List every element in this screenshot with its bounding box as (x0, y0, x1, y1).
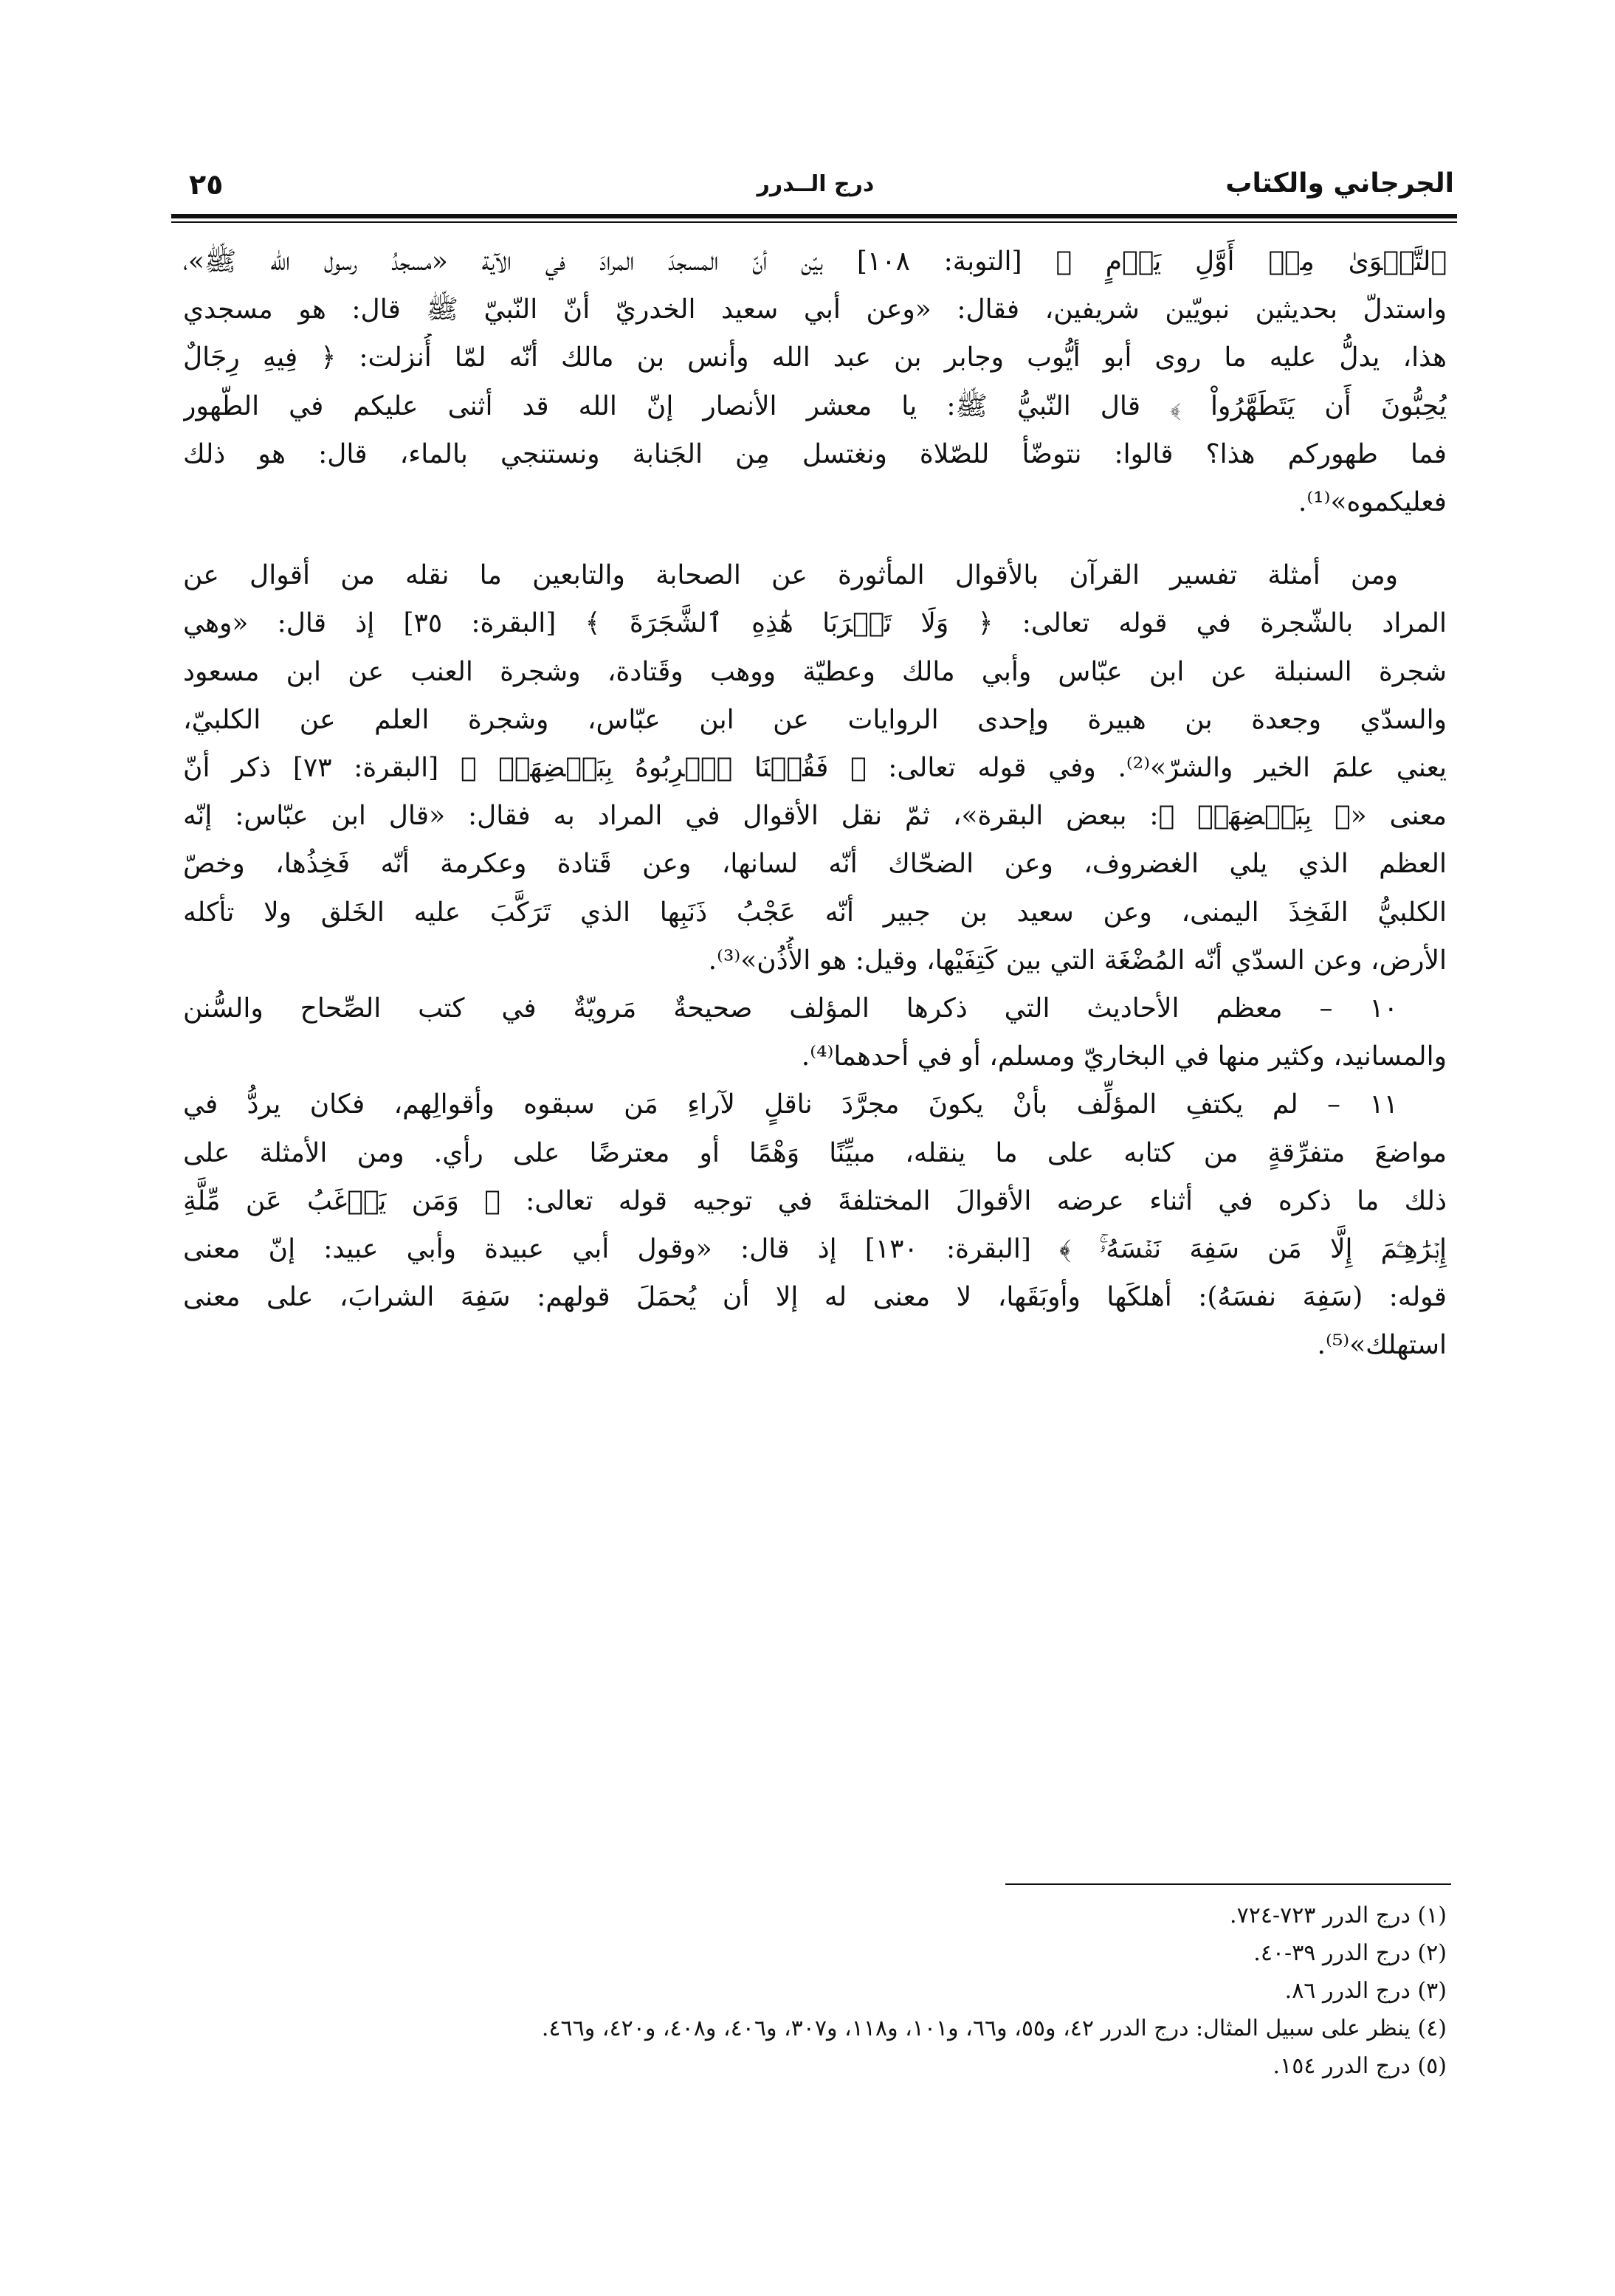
main-text (183, 238, 1447, 1370)
text-line: إِبۡرَٰهِـۧمَ إِلَّا مَن سَفِهَ نَفۡسَهُۥۚ ﴾ [البقرة: ١٣٠] إذ قال: «وقول أبي عبيدة وأبي عبيد: إنّ معنى (183, 1234, 1447, 1265)
footnote: (٥) درج الدرر ١٥٤. (1273, 2053, 1447, 2079)
header-rule (171, 214, 1457, 223)
text-line: هذا، يدلُّ عليه ما روى أبو أيُّوب وجابر بن عبد الله وأنس بن مالك أنّه لمّا أُنزلت: ﴿ فِيهِ رِجَالٌ (183, 342, 1447, 373)
chapter-title: الجرجاني والكتاب (1225, 168, 1454, 199)
text-line: معنى «﴿ بِبَعۡضِهَاۚ ﴾: ببعض البقرة»، ثمّ نقل الأقوال في المراد به فقال: «قال ابن عبّاس: إنّه (183, 801, 1447, 832)
paragraph (183, 238, 1447, 526)
footnote: (١) درج الدرر ٧٢٣-٧٢٤. (1230, 1903, 1447, 1928)
page-number: ٢٥ (189, 168, 224, 201)
footnotes (183, 1897, 1447, 2085)
footnote: (٤) ينظر على سبيل المثال: درج الدرر ٤٢، و٥٥، و٦٦، و١٠١، و١١٨، و٣٠٧، و٤٠٦، و٤٠٨، و٤٢٠، و٤٦٦. (541, 2016, 1447, 2041)
text-line: العظم الذي يلي الغضروف، وعن الضحّاك أنّه لسانها، وعن قَتادة وعكرمة أنّه فَخِذُها، وخصّ (183, 849, 1447, 880)
text-line: والسدّي وجعدة بن هبيرة وإحدى الروايات عن ابن عبّاس، وشجرة العلم عن الكلبيّ، (183, 704, 1447, 735)
running-header (177, 168, 1454, 216)
text-line: ذلك ما ذكره في أثناء عرضه الأقوالَ المختلفةَ في توجيه قوله تعالى: ﴿ وَمَن يَرۡغَبُ عَن مِّلَّةِ (183, 1185, 1447, 1216)
footnote: (٢) درج الدرر ٣٩-٤٠. (1253, 1940, 1447, 1966)
footnote: (٣) درج الدرر ٨٦. (1284, 1978, 1447, 2004)
text-line: استهلك»⁽⁵⁾. (1317, 1330, 1447, 1361)
text-line: الكلبيُّ الفَخِذَ اليمنى، وعن سعيد بن جبير أنّه عَجْبُ ذَنَبِها الذي تَرَكَّبَ عليه الخَلق ولا تأكله (183, 897, 1447, 928)
numbered-point (183, 985, 1447, 1080)
text-line: والمسانيد، وكثير منها في البخاريّ ومسلم، أو في أحدهما⁽⁴⁾. (801, 1041, 1447, 1072)
paragraph (183, 551, 1447, 985)
text-line: فعليكموه»⁽¹⁾. (1298, 487, 1447, 518)
text-line: قوله: (سَفِهَ نفسَهُ): أهلكَها وأوبَقَها، لا معنى له إلا أن يُحمَلَ قولهم: سَفِهَ الشرابَ، على معنى (183, 1282, 1447, 1313)
footnote-rule (1005, 1883, 1451, 1885)
text-line: ١١ – لم يكتفِ المؤلِّف بأنْ يكونَ مجرَّدَ ناقلٍ لآراءِ مَن سبقوه وأقوالِهم، فكان يردُّ في (183, 1089, 1398, 1120)
text-line: الأرض، وعن السدّي أنّه المُضْغَة التي بين كَتِفَيْها، وقيل: هو الأُذُن»⁽³⁾. (708, 945, 1447, 976)
text-line: شجرة السنبلة عن ابن عبّاس وأبي مالك وعطيّة ووهب وقَتادة، وشجرة العنب عن ابن مسعود (183, 656, 1447, 687)
text-line: يُحِبُّونَ أَن يَتَطَهَّرُواْ ﴾ قال النّبيُّ ﷺ: يا معشر الأنصار إنّ الله قد أثنى عليكم في الطّهور (183, 390, 1447, 421)
text-line: ﭐلتَّقۡوَىٰ مِنۡ أَوَّلِ يَوۡمٍ ﴾ [التوبة: ١٠٨] بيّن أنّ المسجدَ المرادَ في الآية «مسجدُ رسول الله ﷺ»، (183, 247, 1447, 277)
text-line: ومن أمثلة تفسير القرآن بالأقوال المأثورة عن الصحابة والتابعين ما نقله من أقوال عن (183, 560, 1398, 591)
text-line: واستدلّ بحديثين نبويّين شريفين، فقال: «وعن أبي سعيد الخدريّ أنّ النّبيّ ﷺ قال: هو مسجدي (183, 294, 1447, 325)
text-line: فما طهوركم هذا؟ قالوا: نتوضّأ للصّلاة ونغتسل مِن الجَنابة ونستنجي بالماء، قال: هو ذلك (183, 438, 1447, 469)
text-line: مواضعَ متفرِّقةٍ من كتابه على ما ينقله، مبيِّنًا وَهْمًا أو معترضًا على رأي. ومن الأمثلة على (183, 1137, 1447, 1168)
text-line: المراد بالشّجرة في قوله تعالى: ﴿ وَلَا تَقۡرَبَا هَٰذِهِ ٱلشَّجَرَةَ ﴾ [البقرة: ٣٥] إذ قال: «وهي (183, 608, 1447, 639)
text-line: ١٠ – معظم الأحاديث التي ذكرها المؤلف صحيحةٌ مَرويّةٌ في كتب الصِّحاح والسُّنن (183, 993, 1398, 1024)
text-line: يعني علمَ الخير والشرّ»⁽²⁾. وفي قوله تعالى: ﴿ فَقُلۡنَا ٱضۡرِبُوهُ بِبَعۡضِهَاۚ ﴾ [البقرة: ٧٣] ذكر أنّ (183, 753, 1447, 784)
numbered-point (183, 1080, 1447, 1369)
book-title: درج الــدرر (757, 171, 875, 197)
